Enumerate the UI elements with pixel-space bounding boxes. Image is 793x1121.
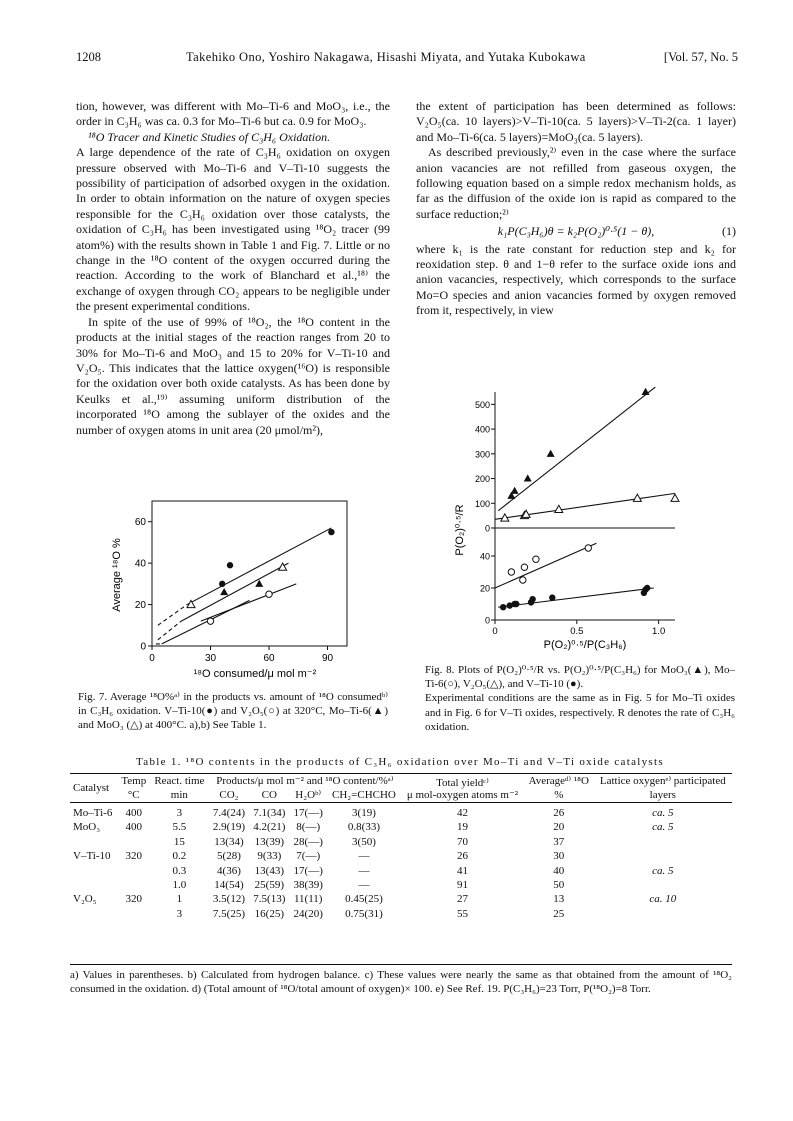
table-cell: 4(36)	[217, 864, 241, 877]
table-cell: ca. 10	[649, 893, 677, 906]
table-cell: 70	[456, 835, 468, 848]
fig8-caption-text-1: Fig. 8. Plots of P(O₂)⁰·⁵/R vs. P(O₂)⁰·⁵/P(C₃H₆) for MoO₃(▲), Mo–Ti-6(○), V₂O₅(△), and V–Ti-10 (●).	[425, 664, 735, 691]
table-cell	[70, 864, 118, 878]
data-point	[219, 581, 225, 587]
data-point	[511, 487, 519, 494]
table-cell: 20	[553, 821, 565, 834]
table-cell: 11(11)	[293, 893, 323, 906]
table-cell: 0.75(31)	[345, 907, 383, 920]
equation-number: (1)	[722, 224, 736, 239]
table-cell	[594, 849, 732, 863]
data-point	[220, 588, 228, 595]
col-header-total-yield-label: Total yieldᶜ⁾	[436, 777, 489, 789]
table-cell	[594, 907, 732, 921]
left-text-column	[76, 99, 390, 438]
y-tick-label: 0	[484, 615, 490, 626]
author-line: Takehiko Ono, Yoshiro Nakagawa, Hisashi Miyata, and Yutaka Kubokawa	[186, 50, 586, 64]
running-header	[76, 50, 738, 68]
table-row	[70, 835, 732, 849]
col-header-time-unit: min	[170, 789, 188, 801]
fig8-chart	[445, 380, 695, 660]
table-row	[70, 864, 732, 878]
table-row	[70, 820, 732, 834]
table-cell: 1.0	[172, 879, 187, 892]
table-cell: 0.2	[172, 850, 187, 863]
table-cell: 55	[456, 907, 468, 920]
extrapolation-line	[158, 605, 187, 626]
table-cell: ca. 5	[652, 864, 674, 877]
table-cell	[70, 907, 118, 921]
col-header-h2o: H₂Oᵇ⁾	[295, 789, 322, 801]
table-cell	[118, 864, 150, 878]
data-table	[70, 773, 732, 921]
table-cell: 42	[456, 807, 468, 819]
fig8-marks	[500, 388, 679, 611]
table-cell: 26	[553, 807, 565, 819]
y-tick-label: 500	[474, 399, 490, 410]
y-tick-label: 20	[479, 583, 490, 594]
table-cell: 4.2(21)	[253, 821, 286, 834]
data-point	[529, 596, 535, 602]
x-tick-label: 1.0	[652, 626, 666, 637]
table-cell: 24(20)	[293, 907, 323, 920]
fig7-caption-text: Fig. 7. Average ¹⁸O%ᵃ⁾ in the products vs. amount of ¹⁸O consumedᵇ⁾ in C₃H₆ oxidation. V–Ti-10(●) and V₂O₅(○) at 320°C, Mo–Ti-6(▲) and MoO₃ (△) at 400°C. a),b) See Table 1.	[78, 691, 388, 732]
table-cell: 1	[176, 893, 183, 906]
fig7-ylabel: Average ¹⁸O %	[111, 538, 123, 612]
table-cell: 400	[125, 807, 142, 819]
fig8-caption	[425, 663, 735, 734]
table-cell: MoO₃	[73, 821, 101, 834]
table-cell: ca. 5	[652, 807, 674, 819]
right-text-column	[416, 99, 736, 319]
table-cell: 3	[176, 907, 183, 920]
x-tick-label: 60	[263, 653, 275, 664]
data-point	[328, 529, 334, 535]
x-tick-label: 0	[492, 626, 498, 637]
fig8-caption-text-2: Experimental conditions are the same as in Fig. 5 for Mo–Ti oxides and in Fig. 6 for V–Ti oxides, respectively. R denotes the rate of C₃H₆ oxidation.	[425, 692, 735, 733]
table-cell: —	[358, 850, 370, 863]
paragraph: tion, however, was different with Mo–Ti-6 and MoO₃, i.e., the order in C₃H₆ was ca. 0.3 for Mo–Ti-6 but ca. 0.9 for MoO₃.	[76, 99, 390, 129]
fig7-marks	[187, 529, 335, 624]
extrapolation-line	[158, 621, 181, 640]
fig7-frame	[152, 501, 347, 646]
table-cell: 13(34)	[214, 835, 244, 848]
table-cell: 2.9(19)	[212, 821, 245, 834]
table-cell: 17(—)	[293, 807, 323, 819]
table-cell: 3(19)	[352, 807, 376, 819]
data-point	[533, 556, 539, 562]
table-cell: 15	[173, 835, 185, 848]
table-bottom-rule	[70, 964, 732, 965]
trend-line	[498, 588, 653, 607]
table-cell	[594, 878, 732, 892]
col-header-temp: Temp	[121, 775, 147, 787]
table-cell: 27	[456, 893, 468, 906]
table-cell: 50	[553, 879, 565, 892]
table-cell: 7.4(24)	[212, 807, 245, 819]
data-point	[644, 585, 650, 591]
table-cell: 38(39)	[293, 879, 323, 892]
col-header-co: CO	[261, 789, 277, 801]
table-footnotes	[70, 968, 732, 997]
table-cell: 5(28)	[217, 850, 241, 863]
data-point	[520, 577, 526, 583]
data-point	[227, 562, 233, 568]
data-point	[207, 618, 213, 624]
table-cell: 25(59)	[254, 879, 284, 892]
table-cell	[70, 878, 118, 892]
y-tick-label: 40	[479, 551, 490, 562]
data-point	[513, 601, 519, 607]
data-point	[524, 474, 532, 481]
fig8-lines	[495, 387, 675, 607]
data-point	[508, 569, 514, 575]
table-cell: 400	[125, 821, 142, 834]
table-cell: 25	[553, 907, 565, 920]
table-cell: 7(—)	[296, 850, 321, 863]
table-cell	[594, 835, 732, 849]
table-cell: 3(50)	[352, 835, 376, 848]
col-header-average: Averageᵈ⁾ ¹⁸O	[528, 775, 589, 787]
table-cell: V₂O₅	[73, 893, 97, 906]
col-header-react-time: React. time	[154, 775, 205, 787]
col-header-products: Products/μ mol m⁻² and ¹⁸O content/%ᵃ⁾	[216, 775, 394, 787]
table-cell	[118, 878, 150, 892]
data-point	[671, 494, 679, 501]
table-cell: Mo–Ti-6	[73, 807, 113, 819]
paragraph: A large dependence of the rate of C₃H₆ oxidation on oxygen pressure observed with Mo–Ti-6 and V–Ti-10 suggests the possibility of participation of adsorbed oxygen in the oxidation. In order to obtain information on the nature of oxygen species responsible for the C₃H₆ oxidation over those catalysts, the oxidation of C₃H₆ has been investigated using ¹⁸O₂ tracer (99 atom%) with the results shown in Table 1 and Fig. 7. Little or no change in the ¹⁸O content of the oxygen occurred during the reaction. According to the work of Blanchard et al.,¹⁸⁾ the exchange of oxygen through CO₂ appears to be negligible under the present experimental conditions.	[76, 145, 390, 314]
page-number: 1208	[76, 50, 101, 64]
data-point	[549, 594, 555, 600]
table-cell: 13(43)	[254, 864, 284, 877]
trend-line	[162, 600, 250, 644]
equation	[416, 224, 736, 239]
y-tick-label: 20	[134, 600, 146, 612]
y-tick-label: 100	[474, 498, 490, 509]
table-cell: ca. 5	[652, 821, 674, 834]
table-row	[70, 907, 732, 921]
table-cell: 41	[456, 864, 468, 877]
table-cell: 5.5	[172, 821, 187, 834]
table-cell: 9(33)	[257, 850, 282, 863]
table-cell: 7.1(34)	[253, 807, 286, 819]
table-cell: 19	[456, 821, 468, 834]
table-cell: 28(—)	[293, 835, 323, 848]
table-cell	[118, 835, 150, 849]
trend-line	[181, 563, 288, 621]
table-cell: 14(54)	[214, 879, 244, 892]
fig7-chart	[92, 495, 360, 685]
data-point	[521, 564, 527, 570]
col-header-co2: CO₂	[219, 789, 239, 801]
fig8-xlabel: P(O₂)⁰·⁵/P(C₃H₆)	[543, 639, 627, 651]
trend-line	[187, 528, 331, 605]
data-point	[279, 563, 287, 570]
paragraph: where k₁ is the rate constant for reduction step and k₂ for reoxidation step. θ and 1−θ refer to the surface oxide ions and anion vacancies, respectively, which corresponds to the surface Mo=O species and anion vacancies formed by oxygen removed from it, respectively, in view	[416, 241, 736, 318]
table-row	[70, 803, 732, 821]
data-point	[266, 591, 272, 597]
fig8-ylabel: P(O₂)⁰·⁵/R	[454, 504, 466, 556]
table-cell: 26	[456, 850, 468, 863]
table-cell: 320	[125, 850, 142, 863]
table-cell: —	[358, 864, 370, 877]
col-header-acrolein: CH₂=CHCHO	[332, 789, 396, 801]
col-header-lattice: Lattice oxygenᵉ⁾ participated	[599, 775, 726, 787]
table-row	[70, 892, 732, 906]
footnote: a) Values in parentheses. b) Calculated from hydrogen balance. c) These values were nearly the same as that obtained from the amount of ¹⁸O₂ consumed in the oxidation. d) (Total amount of ¹⁸O/total amount of oxygen)× 100. e) See Ref. 19. P(C₃H₆)=23 Torr, P(¹⁸O₂)=8 Torr.	[70, 969, 732, 996]
table-cell: 40	[553, 864, 565, 877]
table-cell: 13	[553, 893, 565, 906]
table-cell: 37	[553, 835, 565, 848]
table-cell: 3.5(12)	[212, 893, 245, 906]
col-header-total-yield-unit: μ mol-oxygen atoms m⁻²	[406, 789, 519, 801]
table-cell: 91	[456, 879, 468, 892]
table-cell: 30	[553, 850, 565, 863]
fig7-xlabel: ¹⁸O consumed/μ mol m⁻²	[193, 668, 317, 680]
col-header-lattice-unit: layers	[649, 789, 676, 801]
y-tick-label: 400	[474, 424, 490, 435]
data-point	[585, 545, 591, 551]
table-cell: 3	[176, 807, 183, 819]
table-cell: 7.5(25)	[212, 907, 245, 920]
table-cell: 0.3	[172, 864, 187, 877]
table-cell: 7.5(13)	[253, 893, 286, 906]
y-tick-label: 200	[474, 474, 490, 485]
fig7-caption	[78, 690, 388, 733]
data-point	[555, 505, 563, 512]
table-cell: 13(39)	[254, 835, 284, 848]
data-point	[547, 450, 555, 457]
data-point	[500, 604, 506, 610]
volume-info: [Vol. 57, No. 5	[663, 50, 738, 64]
table-cell: 16(25)	[254, 907, 284, 920]
table-cell: 0.45(25)	[345, 893, 383, 906]
col-header-catalyst: Catalyst	[73, 782, 110, 794]
fig7-lines	[156, 528, 332, 644]
table-title: Table 1. ¹⁸O contents in the products of C₃H₆ oxidation over Mo–Ti and V–Ti oxide catalysts	[136, 756, 664, 768]
table-row	[70, 849, 732, 863]
trend-line	[498, 387, 655, 511]
table-cell	[118, 907, 150, 921]
paragraph: As described previously,²⁾ even in the case where the surface anion vacancies are not refilled from gaseous oxygen, the following equation based on a simple redox mechanism holds, as far as the diffusion of the oxide ion is rapid as compared to the surface reduction;²⁾	[416, 145, 736, 221]
paragraph: In spite of the use of 99% of ¹⁸O₂, the ¹⁸O content in the products at the initial stages of the reaction ranges from 20 to 30% for Mo–Ti-6 and MoO₃ and 15 to 20% for V–Ti-10 and V₂O₅. This indicates that the lattice oxygen(¹⁶O) is responsible for the oxidation over both oxide catalysts. As has been done by Keulks et al.,¹⁹⁾ assuming uniform distribution of the incorporated ¹⁸O among the sublayer of the oxides and the number of oxygen atoms in unit area (20 μmol/m²),	[76, 314, 390, 437]
table-cell: 8(—)	[296, 821, 321, 834]
col-header-average-unit: %	[554, 789, 564, 801]
x-tick-label: 90	[321, 653, 334, 664]
col-header-temp-unit: °C	[127, 789, 140, 801]
data-point	[633, 494, 641, 501]
table-row	[70, 878, 732, 892]
table-cell: 0.8(33)	[347, 821, 380, 834]
x-tick-label: 0.5	[570, 626, 584, 637]
col-header-total-yield	[401, 774, 524, 803]
data-point	[642, 388, 650, 395]
table-cell: 17(—)	[293, 864, 323, 877]
x-tick-label: 0	[149, 653, 155, 664]
y-tick-label: 0	[484, 523, 490, 534]
table-cell: V–Ti-10	[73, 850, 111, 863]
trend-line	[495, 543, 596, 588]
table-body	[70, 803, 732, 922]
equation-body: k₁P(C₃H₆)θ = k₂P(O₂)⁰·⁵(1 − θ),	[497, 224, 655, 239]
y-tick-label: 0	[140, 641, 146, 653]
y-tick-label: 300	[474, 449, 490, 460]
table-cell	[70, 835, 118, 849]
paragraph: the extent of participation has been determined as follows: V₂O₅(ca. 10 layers)>V–Ti-10(ca. 5 layers)>V–Ti-2(ca. 1 layer) and Mo–Ti-6(ca. 5 layers)=MoO₃(ca. 5 layers).	[416, 99, 736, 144]
section-heading: ¹⁸O Tracer and Kinetic Studies of C₃H₆ Oxidation.	[88, 129, 331, 144]
x-tick-label: 30	[204, 653, 217, 664]
y-tick-label: 40	[134, 558, 146, 570]
y-tick-label: 60	[134, 517, 146, 529]
table-cell: 320	[125, 893, 142, 906]
table-cell: —	[358, 879, 370, 892]
